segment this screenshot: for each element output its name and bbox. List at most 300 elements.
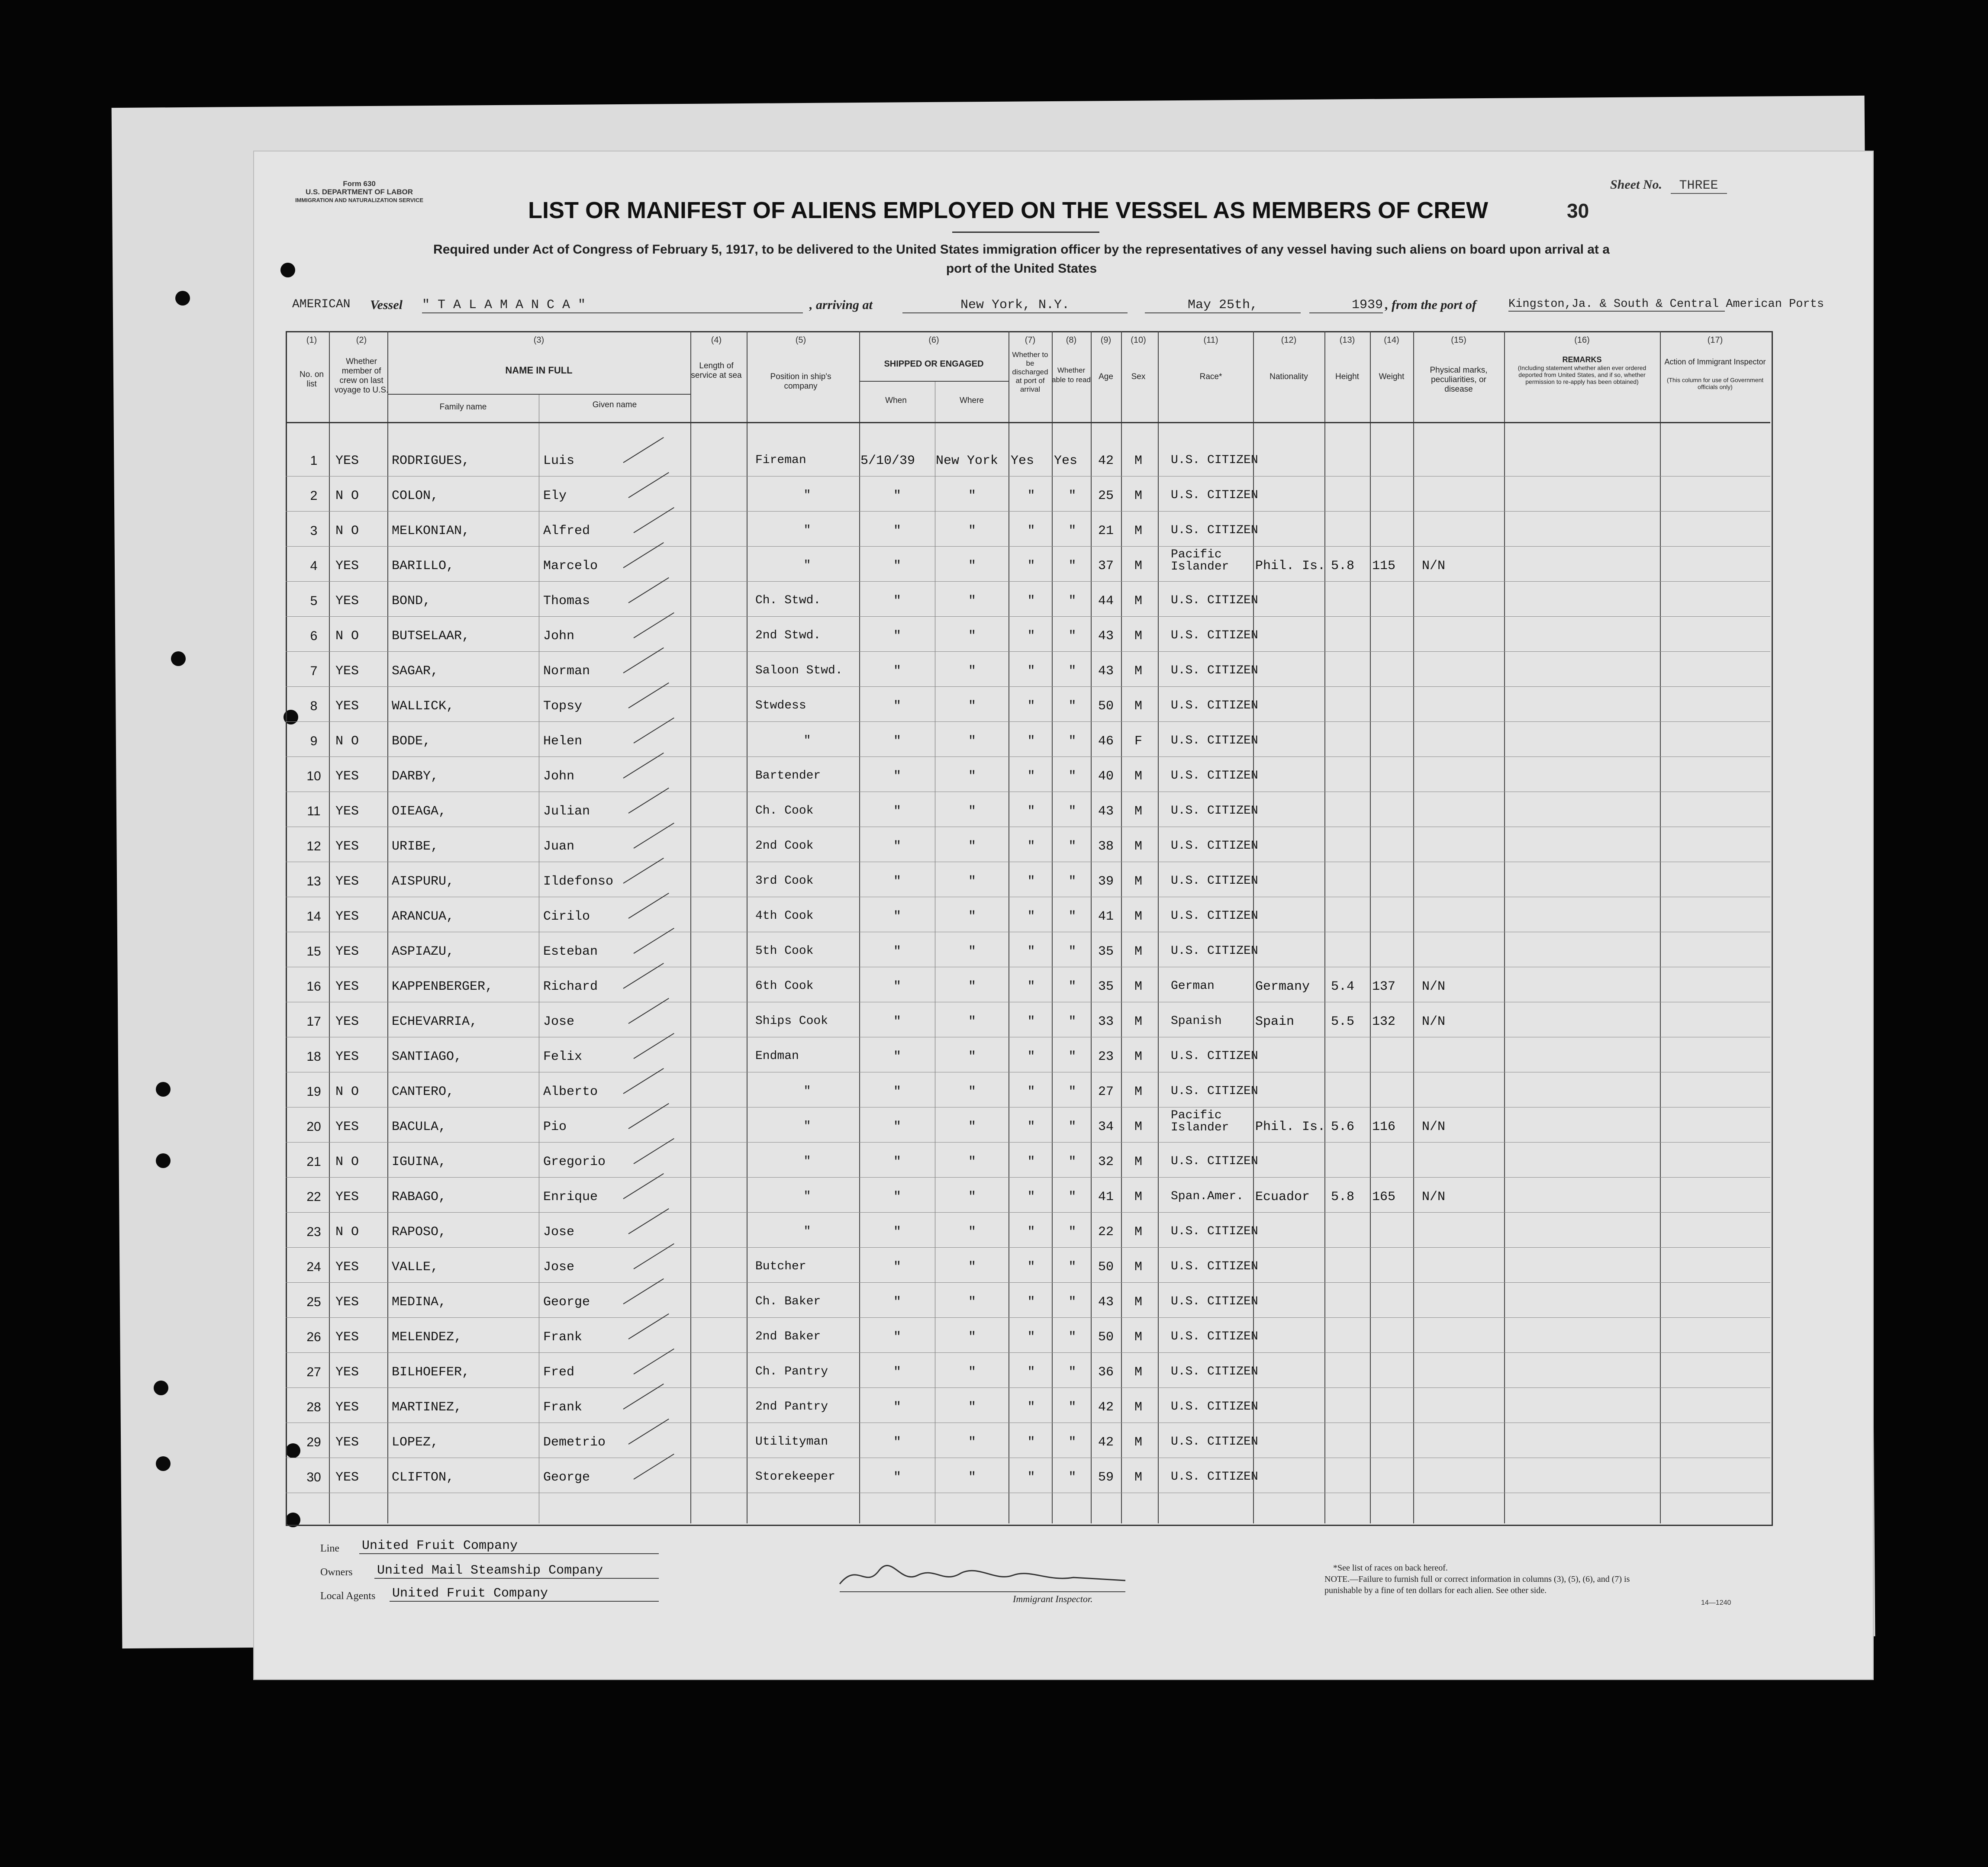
cell-where: "	[968, 1470, 976, 1485]
cell-pos: 4th Cook	[755, 909, 814, 923]
col-13-number: (13)	[1339, 335, 1355, 345]
cell-given: John	[543, 769, 575, 784]
cell-where: "	[968, 1085, 976, 1099]
cell-where: "	[968, 664, 976, 679]
table-row	[286, 721, 1770, 722]
cell-marks: N/N	[1422, 979, 1446, 994]
cell-disch: "	[1027, 944, 1035, 959]
cell-ht: 5.8	[1331, 1190, 1355, 1204]
cell-when: "	[893, 1470, 901, 1485]
cell-last: YES	[335, 1295, 359, 1310]
cell-family: BILHOEFER,	[392, 1365, 470, 1380]
punch-hole	[156, 1082, 171, 1097]
cell-no: 17	[306, 1014, 321, 1029]
sheet-number-value: THREE	[1671, 178, 1727, 194]
cell-age: 50	[1098, 699, 1114, 714]
cell-pos: "	[803, 1120, 811, 1133]
cell-disch: "	[1027, 664, 1035, 679]
column-divider	[1158, 331, 1159, 1523]
cell-last: YES	[335, 454, 359, 468]
cell-race: U.S. CITIZEN	[1171, 1049, 1258, 1063]
cell-when: "	[893, 594, 901, 608]
cell-pos: Ch. Stwd.	[755, 594, 821, 607]
cell-when: "	[893, 909, 901, 924]
cell-age: 43	[1098, 1295, 1114, 1310]
cell-sex: M	[1134, 489, 1142, 503]
cell-sex: M	[1134, 1225, 1142, 1239]
cell-last: N O	[335, 734, 359, 749]
col-6-number: (6)	[928, 335, 939, 345]
cell-age: 23	[1098, 1049, 1114, 1064]
cell-race: German	[1171, 979, 1215, 993]
cell-age: 42	[1098, 454, 1114, 468]
cell-sex: M	[1134, 454, 1142, 468]
cell-family: COLON,	[392, 489, 439, 503]
cell-where: "	[968, 734, 976, 749]
cell-sex: M	[1134, 1120, 1142, 1134]
column-divider	[387, 331, 388, 1523]
cell-where: "	[968, 559, 976, 573]
cell-where: "	[968, 1190, 976, 1204]
cell-given: Alberto	[543, 1085, 598, 1099]
cell-ht: 5.8	[1331, 559, 1355, 573]
cell-last: YES	[335, 769, 359, 784]
cell-age: 33	[1098, 1014, 1114, 1029]
cell-no: 12	[306, 839, 321, 853]
col-16-subheader: (Including statement whether alien ever ordered deported from United States, and if so, whether permission to re-apply has been obtained)	[1518, 364, 1646, 385]
cell-no: 10	[306, 769, 321, 783]
table-row	[286, 1387, 1770, 1388]
col-7-header: Whether to be discharged at port of arrival	[1012, 351, 1048, 393]
cell-family: ASPIAZU,	[392, 944, 454, 959]
col-5-header: Position in ship's company	[770, 372, 831, 391]
sheet-number	[1610, 177, 1727, 193]
cell-sex: M	[1134, 769, 1142, 784]
cell-where: "	[968, 1049, 976, 1064]
cell-given: Julian	[543, 804, 590, 819]
cell-age: 42	[1098, 1435, 1114, 1450]
cell-race: U.S. CITIZEN	[1171, 1400, 1258, 1413]
cell-last: YES	[335, 839, 359, 854]
cell-marks: N/N	[1422, 559, 1446, 573]
cell-no: 7	[310, 664, 318, 678]
owners-company: United Mail Steamship Company	[374, 1563, 659, 1579]
cell-race: U.S. CITIZEN	[1171, 1365, 1258, 1378]
arrival-year: 1939	[1309, 298, 1383, 313]
cell-sex: M	[1134, 1295, 1142, 1310]
punch-hole	[156, 1456, 171, 1471]
cell-pos: "	[803, 1155, 811, 1168]
cell-last: YES	[335, 804, 359, 819]
cell-pos: Ships Cook	[755, 1014, 828, 1028]
cell-last: YES	[335, 1014, 359, 1029]
cell-age: 40	[1098, 769, 1114, 784]
cell-age: 44	[1098, 594, 1114, 608]
cell-disch: "	[1027, 1190, 1035, 1204]
cell-family: LOPEZ,	[392, 1435, 439, 1450]
page-subtitle	[320, 240, 1723, 278]
arriving-label: , arriving at	[809, 298, 873, 312]
cell-age: 43	[1098, 804, 1114, 819]
cell-where: "	[968, 1295, 976, 1310]
table-row	[286, 1142, 1770, 1143]
column-divider	[1052, 331, 1053, 1523]
cell-disch: "	[1027, 1155, 1035, 1169]
col-4-number: (4)	[711, 335, 722, 345]
cell-read: "	[1068, 1155, 1076, 1169]
cell-age: 36	[1098, 1365, 1114, 1380]
punch-hole	[171, 651, 186, 666]
cell-disch: "	[1027, 1330, 1035, 1345]
cell-given: Juan	[543, 839, 575, 854]
cell-race: U.S. CITIZEN	[1171, 1470, 1258, 1484]
cell-family: AISPURU,	[392, 874, 454, 889]
cell-last: YES	[335, 699, 359, 714]
cell-nat: Phil. Is.	[1255, 559, 1326, 573]
table-row	[286, 546, 1770, 547]
cell-no: 6	[310, 629, 318, 643]
cell-age: 38	[1098, 839, 1114, 854]
cell-read: "	[1068, 559, 1076, 573]
title-underline	[952, 232, 1099, 233]
cell-when: "	[893, 699, 901, 714]
cell-where: "	[968, 874, 976, 889]
cell-disch: "	[1027, 1365, 1035, 1380]
cell-race: U.S. CITIZEN	[1171, 944, 1258, 958]
cell-sex: F	[1134, 734, 1142, 749]
cell-read: "	[1068, 839, 1076, 854]
cell-given: Enrique	[543, 1190, 598, 1204]
vessel-name: " T A L A M A N C A "	[422, 298, 803, 313]
cell-age: 59	[1098, 1470, 1114, 1485]
cell-disch: "	[1027, 1260, 1035, 1275]
cell-pos: 2nd Cook	[755, 839, 814, 853]
column-divider	[1253, 331, 1254, 1523]
cell-read: "	[1068, 769, 1076, 784]
cell-family: MEDINA,	[392, 1295, 447, 1310]
cell-wt: 137	[1372, 979, 1396, 994]
cell-wt: 165	[1372, 1190, 1396, 1204]
punch-hole	[280, 263, 295, 277]
cell-last: YES	[335, 594, 359, 608]
cell-last: YES	[335, 1049, 359, 1064]
cell-age: 37	[1098, 559, 1114, 573]
cell-given: Frank	[543, 1400, 583, 1415]
cell-marks: N/N	[1422, 1190, 1446, 1204]
cell-given: George	[543, 1295, 590, 1310]
cell-race: U.S. CITIZEN	[1171, 1295, 1258, 1308]
cell-marks: N/N	[1422, 1120, 1446, 1134]
cell-sex: M	[1134, 1470, 1142, 1485]
cell-no: 16	[306, 979, 321, 994]
col-3-given-header: Given name	[592, 400, 637, 409]
col-11-header: Race*	[1199, 372, 1222, 381]
cell-age: 50	[1098, 1330, 1114, 1345]
cell-where: New York	[936, 454, 999, 468]
cell-when: "	[893, 489, 901, 503]
cell-last: YES	[335, 909, 359, 924]
cell-last: YES	[335, 1190, 359, 1204]
cell-wt: 132	[1372, 1014, 1396, 1029]
cell-marks: N/N	[1422, 1014, 1446, 1029]
cell-family: RABAGO,	[392, 1190, 447, 1204]
cell-nat: Ecuador	[1255, 1190, 1310, 1204]
cell-read: "	[1068, 1014, 1076, 1029]
col-3-family-header: Family name	[439, 402, 487, 412]
cell-wt: 116	[1372, 1120, 1396, 1134]
cell-pos: Ch. Cook	[755, 804, 814, 818]
cell-race: U.S. CITIZEN	[1171, 1085, 1258, 1098]
line-label: Line	[320, 1543, 339, 1554]
cell-race: U.S. CITIZEN	[1171, 594, 1258, 607]
column-divider	[1324, 331, 1325, 1523]
cell-last: YES	[335, 1260, 359, 1275]
cell-race: U.S. CITIZEN	[1171, 769, 1258, 782]
cell-no: 13	[306, 874, 321, 888]
cell-no: 15	[306, 944, 321, 959]
table-row	[286, 1177, 1770, 1178]
cell-when: 5/10/39	[860, 454, 915, 468]
col-3-header: NAME IN FULL	[505, 365, 573, 376]
cell-last: YES	[335, 1330, 359, 1345]
cell-race: U.S. CITIZEN	[1171, 699, 1258, 712]
cell-race: Pacific Islander	[1171, 1109, 1229, 1134]
cell-given: Fred	[543, 1365, 575, 1380]
cell-no: 25	[306, 1295, 321, 1309]
col-14-number: (14)	[1384, 335, 1399, 345]
cell-age: 41	[1098, 1190, 1114, 1204]
cell-sex: M	[1134, 944, 1142, 959]
cell-when: "	[893, 1155, 901, 1169]
cell-where: "	[968, 1120, 976, 1134]
agents-company: United Fruit Company	[390, 1586, 659, 1602]
subtitle-line-1: Required under Act of Congress of February 5, 1917, to be delivered to the United States immigration officer by the representatives of any vessel having such aliens on board upon arrival at a	[433, 242, 1610, 257]
cell-family: CANTERO,	[392, 1085, 454, 1099]
cell-age: 34	[1098, 1120, 1114, 1134]
cell-where: "	[968, 769, 976, 784]
cell-race: U.S. CITIZEN	[1171, 1435, 1258, 1449]
cell-last: YES	[335, 874, 359, 889]
crew-table	[286, 331, 1773, 1526]
cell-when: "	[893, 1014, 901, 1029]
cell-pos: Storekeeper	[755, 1470, 835, 1484]
cell-where: "	[968, 1155, 976, 1169]
cell-read: "	[1068, 699, 1076, 714]
column-divider	[329, 331, 330, 1523]
cell-read: "	[1068, 1190, 1076, 1204]
cell-given: Demetrio	[543, 1435, 606, 1450]
table-row	[286, 1212, 1770, 1213]
inspector-label: Immigrant Inspector.	[1013, 1593, 1093, 1604]
cell-disch: "	[1027, 1295, 1035, 1310]
col-8-number: (8)	[1066, 335, 1077, 345]
form-number: Form 630	[343, 180, 376, 188]
col-12-number: (12)	[1281, 335, 1297, 345]
cell-when: "	[893, 944, 901, 959]
cell-pos: 2nd Stwd.	[755, 629, 821, 642]
cell-disch: "	[1027, 559, 1035, 573]
col-15-number: (15)	[1451, 335, 1466, 345]
sheet-number-label: Sheet No.	[1610, 177, 1662, 192]
cell-read: "	[1068, 1260, 1076, 1275]
cell-last: N O	[335, 629, 359, 644]
cell-age: 42	[1098, 1400, 1114, 1415]
cell-read: Yes	[1054, 454, 1078, 468]
cell-where: "	[968, 1260, 976, 1275]
cell-family: DARBY,	[392, 769, 439, 784]
cell-pos: "	[803, 734, 811, 747]
cell-last: YES	[335, 1470, 359, 1485]
vessel-flag: AMERICAN	[292, 298, 351, 311]
col-7-number: (7)	[1025, 335, 1036, 345]
cell-read: "	[1068, 979, 1076, 994]
cell-pos: Butcher	[755, 1260, 806, 1273]
cell-when: "	[893, 979, 901, 994]
cell-given: Marcelo	[543, 559, 598, 573]
arrival-date: May 25th,	[1145, 298, 1301, 313]
cell-sex: M	[1134, 664, 1142, 679]
col-1-number: (1)	[306, 335, 317, 345]
cell-race: U.S. CITIZEN	[1171, 1330, 1258, 1343]
cell-when: "	[893, 769, 901, 784]
col-1-header: No. on list	[300, 370, 324, 389]
cell-where: "	[968, 1014, 976, 1029]
cell-sex: M	[1134, 979, 1142, 994]
cell-age: 27	[1098, 1085, 1114, 1099]
cell-read: "	[1068, 734, 1076, 749]
cell-when: "	[893, 524, 901, 538]
cell-race: U.S. CITIZEN	[1171, 664, 1258, 677]
line-company: United Fruit Company	[359, 1539, 659, 1554]
column-divider	[690, 331, 691, 1523]
cell-wt: 115	[1372, 559, 1396, 573]
cell-family: BACULA,	[392, 1120, 447, 1134]
cell-disch: "	[1027, 734, 1035, 749]
cell-given: Helen	[543, 734, 583, 749]
cell-where: "	[968, 909, 976, 924]
table-row	[286, 651, 1770, 652]
footnotes	[1324, 1562, 1653, 1596]
cell-age: 35	[1098, 979, 1114, 994]
cell-family: RODRIGUES,	[392, 454, 470, 468]
vessel-label: Vessel	[370, 298, 403, 312]
cell-disch: "	[1027, 1049, 1035, 1064]
cell-last: YES	[335, 1435, 359, 1450]
cell-race: U.S. CITIZEN	[1171, 629, 1258, 642]
col-12-header: Nationality	[1269, 372, 1308, 381]
cell-when: "	[893, 1085, 901, 1099]
cell-sex: M	[1134, 909, 1142, 924]
cell-read: "	[1068, 1049, 1076, 1064]
cell-family: WALLICK,	[392, 699, 454, 714]
cell-last: YES	[335, 1120, 359, 1134]
cell-sex: M	[1134, 1190, 1142, 1204]
cell-race: Pacific Islander	[1171, 548, 1229, 573]
cell-pos: 2nd Baker	[755, 1330, 821, 1343]
cell-where: "	[968, 1225, 976, 1239]
cell-sex: M	[1134, 524, 1142, 538]
cell-pos: Stwdess	[755, 699, 806, 712]
cell-given: Norman	[543, 664, 590, 679]
cell-sex: M	[1134, 699, 1142, 714]
col-9-number: (9)	[1100, 335, 1112, 345]
cell-read: "	[1068, 1435, 1076, 1450]
cell-pos: Utilityman	[755, 1435, 828, 1449]
department-name: U.S. DEPARTMENT OF LABOR	[305, 188, 413, 196]
cell-given: George	[543, 1470, 590, 1485]
col-17-header: Action of Immigrant Inspector	[1664, 357, 1766, 366]
cell-pos: "	[803, 559, 811, 572]
cell-nat: Phil. Is.	[1255, 1120, 1326, 1134]
cell-age: 39	[1098, 874, 1114, 889]
cell-disch: "	[1027, 874, 1035, 889]
table-row	[286, 511, 1770, 512]
cell-pos: 6th Cook	[755, 979, 814, 993]
cell-disch: "	[1027, 1014, 1035, 1029]
cell-when: "	[893, 1260, 901, 1275]
cell-read: "	[1068, 909, 1076, 924]
column-divider	[1370, 331, 1371, 1523]
agents-label: Local Agents	[320, 1590, 376, 1602]
cell-where: "	[968, 839, 976, 854]
cell-last: YES	[335, 664, 359, 679]
cell-ht: 5.6	[1331, 1120, 1355, 1134]
cell-race: U.S. CITIZEN	[1171, 1260, 1258, 1273]
cell-given: Ely	[543, 489, 567, 503]
cell-no: 18	[306, 1049, 321, 1064]
cell-no: 2	[310, 489, 318, 503]
cell-pos: 5th Cook	[755, 944, 814, 958]
cell-family: VALLE,	[392, 1260, 439, 1275]
cell-sex: M	[1134, 1400, 1142, 1415]
col-10-number: (10)	[1131, 335, 1146, 345]
cell-last: N O	[335, 524, 359, 538]
cell-disch: "	[1027, 629, 1035, 644]
punch-hole	[156, 1153, 171, 1168]
cell-when: "	[893, 1330, 901, 1345]
cell-no: 9	[310, 734, 318, 748]
cell-read: "	[1068, 1470, 1076, 1485]
cell-ht: 5.5	[1331, 1014, 1355, 1029]
cell-race: U.S. CITIZEN	[1171, 1155, 1258, 1168]
cell-age: 50	[1098, 1260, 1114, 1275]
cell-ht: 5.4	[1331, 979, 1355, 994]
cell-where: "	[968, 979, 976, 994]
cell-when: "	[893, 1049, 901, 1064]
cell-race: U.S. CITIZEN	[1171, 524, 1258, 537]
table-row	[286, 1247, 1770, 1248]
cell-disch: "	[1027, 1435, 1035, 1450]
cell-no: 29	[306, 1435, 321, 1449]
cell-pos: Ch. Baker	[755, 1295, 821, 1308]
cell-pos: "	[803, 524, 811, 537]
column-divider	[859, 331, 860, 1523]
cell-race: Span.Amer.	[1171, 1190, 1244, 1203]
cell-disch: "	[1027, 699, 1035, 714]
col-6-subrule	[859, 381, 1008, 382]
cell-where: "	[968, 489, 976, 503]
cell-no: 27	[306, 1365, 321, 1379]
cell-read: "	[1068, 1120, 1076, 1134]
cell-race: U.S. CITIZEN	[1171, 874, 1258, 888]
column-divider	[1660, 331, 1661, 1523]
cell-when: "	[893, 804, 901, 819]
col-3-number: (3)	[533, 335, 545, 345]
cell-given: Cirilo	[543, 909, 590, 924]
cell-disch: "	[1027, 1085, 1035, 1099]
cell-last: YES	[335, 944, 359, 959]
col-17-subheader: (This column for use of Government officials only)	[1666, 377, 1764, 390]
